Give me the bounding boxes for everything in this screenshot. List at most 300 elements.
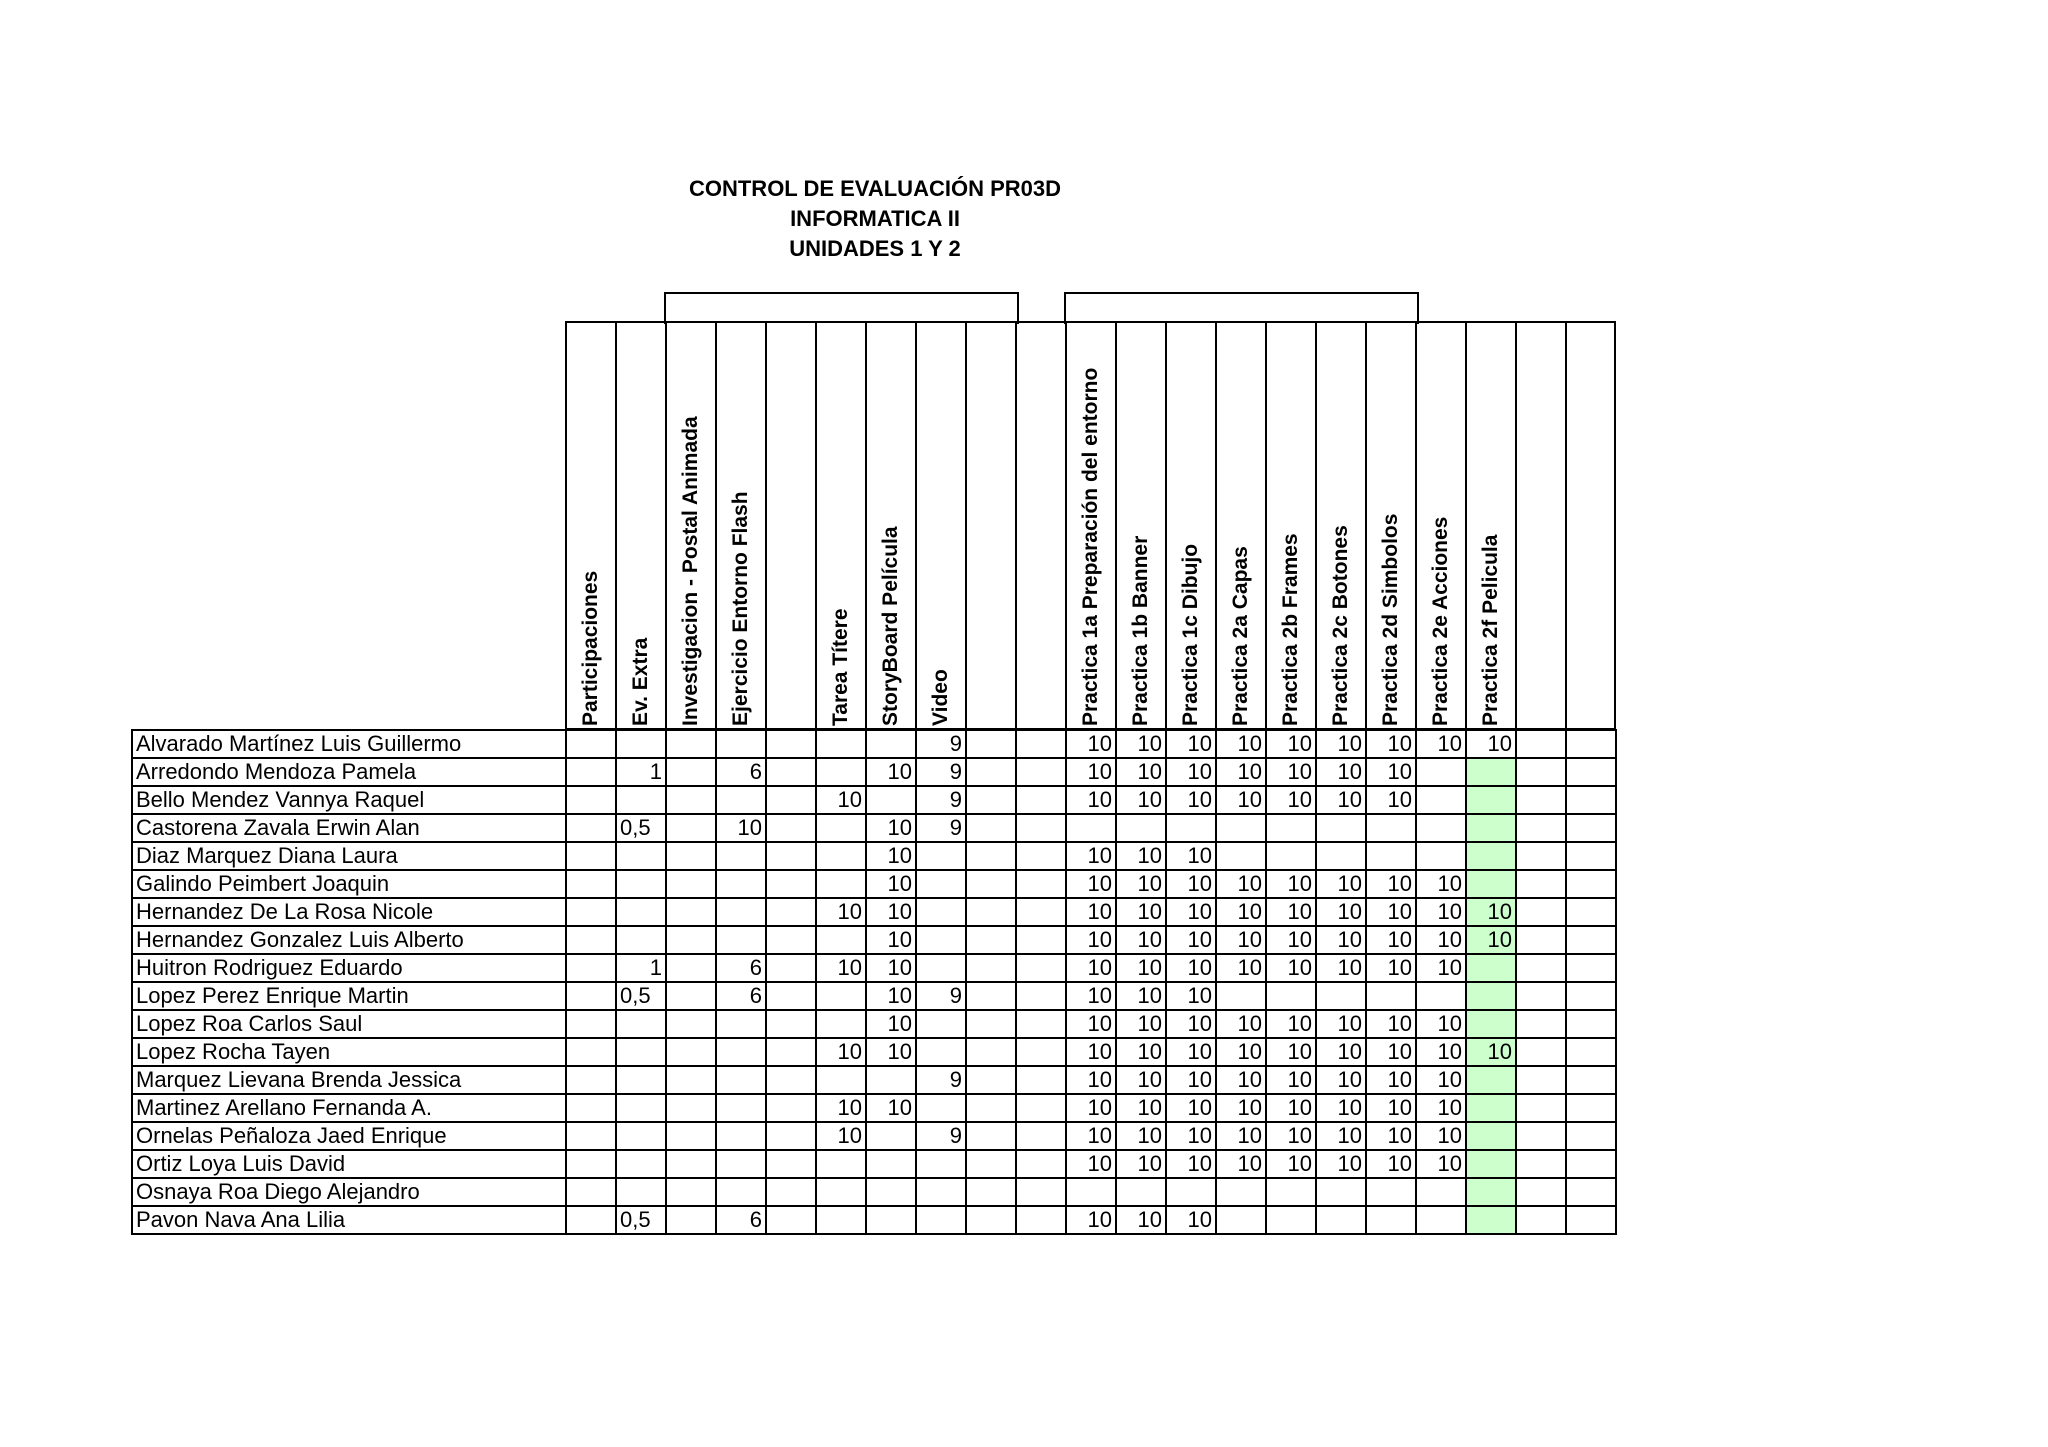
grade-cell xyxy=(666,870,716,898)
grade-cell: 10 xyxy=(1066,898,1116,926)
table-row xyxy=(132,870,1616,898)
grade-cell: 10 xyxy=(1166,898,1216,926)
grade-cell xyxy=(1016,842,1066,870)
grade-cell: 10 xyxy=(1266,758,1316,786)
grade-cell xyxy=(666,898,716,926)
column-header: Tarea Títere xyxy=(815,321,866,730)
grade-cell xyxy=(1416,982,1466,1010)
grade-cell xyxy=(566,842,616,870)
grade-cell xyxy=(916,926,966,954)
grade-cell: 10 xyxy=(1366,926,1416,954)
grade-cell xyxy=(916,1094,966,1122)
grade-cell xyxy=(816,814,866,842)
grade-cell xyxy=(966,1150,1016,1178)
grade-cell xyxy=(1216,842,1266,870)
grade-cell: 10 xyxy=(1216,898,1266,926)
grade-cell: 10 xyxy=(1116,954,1166,982)
grade-cell xyxy=(1216,814,1266,842)
grade-cell xyxy=(1516,1178,1566,1206)
grade-cell xyxy=(1516,786,1566,814)
grade-cell xyxy=(566,758,616,786)
grade-cell: 10 xyxy=(1116,786,1166,814)
grade-cell xyxy=(766,1038,816,1066)
grade-cell: 10 xyxy=(1416,1094,1466,1122)
grade-cell xyxy=(566,1206,616,1234)
grade-cell: 10 xyxy=(1316,1150,1366,1178)
column-header: Practica 2c Botones xyxy=(1315,321,1366,730)
grade-cell: 10 xyxy=(1216,926,1266,954)
grade-cell: 10 xyxy=(1066,1150,1116,1178)
grade-cell xyxy=(1266,982,1316,1010)
grade-cell xyxy=(766,814,816,842)
grade-cell xyxy=(716,1178,766,1206)
grade-cell: 9 xyxy=(916,730,966,758)
grade-cell xyxy=(566,730,616,758)
grade-cell: 10 xyxy=(1316,1094,1366,1122)
grade-cell xyxy=(816,870,866,898)
grade-cell xyxy=(866,786,916,814)
grade-cell xyxy=(1566,1038,1616,1066)
grade-cell xyxy=(816,982,866,1010)
grade-cell xyxy=(1516,1066,1566,1094)
grade-cell xyxy=(666,814,716,842)
grade-cell: 10 xyxy=(1266,1010,1316,1038)
table-row xyxy=(132,814,1616,842)
column-header xyxy=(765,321,816,730)
grade-cell: 10 xyxy=(1116,898,1166,926)
grade-cell xyxy=(666,842,716,870)
grade-cell: 10 xyxy=(1166,842,1216,870)
grade-cell: 10 xyxy=(1066,870,1116,898)
grade-cell: 10 xyxy=(1166,926,1216,954)
grade-cell: 10 xyxy=(1116,1150,1166,1178)
grade-cell: 10 xyxy=(1416,870,1466,898)
grade-cell: 10 xyxy=(1116,926,1166,954)
grade-cell xyxy=(566,1094,616,1122)
grade-cell: 10 xyxy=(1166,1150,1216,1178)
grade-cell xyxy=(716,1122,766,1150)
grade-cell xyxy=(1516,954,1566,982)
student-name: Pavon Nava Ana Lilia xyxy=(132,1206,566,1234)
table-row xyxy=(132,1094,1616,1122)
grade-cell xyxy=(1216,1178,1266,1206)
grade-cell: 10 xyxy=(1366,758,1416,786)
grade-cell xyxy=(666,1122,716,1150)
grade-cell xyxy=(1066,814,1116,842)
grade-cell xyxy=(1416,786,1466,814)
grade-cell xyxy=(916,1150,966,1178)
grade-cell: 0,5 xyxy=(616,982,666,1010)
student-name: Lopez Rocha Tayen xyxy=(132,1038,566,1066)
grade-cell xyxy=(966,926,1016,954)
table-row xyxy=(132,842,1616,870)
grade-cell xyxy=(966,1094,1016,1122)
grade-cell: 10 xyxy=(1266,1066,1316,1094)
student-name: Diaz Marquez Diana Laura xyxy=(132,842,566,870)
grade-cell xyxy=(1516,982,1566,1010)
grade-cell: 10 xyxy=(816,1038,866,1066)
grade-cell: 10 xyxy=(866,814,916,842)
grade-cell xyxy=(1516,898,1566,926)
grade-cell: 0,5 xyxy=(616,1206,666,1234)
grade-cell xyxy=(1216,1206,1266,1234)
column-header xyxy=(1015,321,1066,730)
grade-cell: 10 xyxy=(1416,1150,1466,1178)
grade-cell xyxy=(1316,1178,1366,1206)
grade-cell xyxy=(716,1010,766,1038)
grade-cell: 6 xyxy=(716,954,766,982)
grade-cell: 10 xyxy=(1116,730,1166,758)
column-header xyxy=(1565,321,1616,730)
table-row xyxy=(132,1206,1616,1234)
grade-cell xyxy=(1416,758,1466,786)
grade-cell xyxy=(716,786,766,814)
grade-cell xyxy=(566,1010,616,1038)
column-header: Ev. Extra xyxy=(615,321,666,730)
grade-cell: 10 xyxy=(1116,870,1166,898)
table-row xyxy=(132,1066,1616,1094)
grade-cell xyxy=(966,1122,1016,1150)
grade-cell xyxy=(666,1094,716,1122)
grade-cell: 9 xyxy=(916,982,966,1010)
grade-cell: 10 xyxy=(1316,1122,1366,1150)
grade-cell: 10 xyxy=(1466,730,1516,758)
column-header: StoryBoard Película xyxy=(865,321,916,730)
student-name: Arredondo Mendoza Pamela xyxy=(132,758,566,786)
grade-cell: 10 xyxy=(1166,730,1216,758)
grade-cell xyxy=(766,1206,816,1234)
grade-cell xyxy=(1466,1066,1516,1094)
grade-cell: 10 xyxy=(1216,1038,1266,1066)
grade-cell: 10 xyxy=(1316,898,1366,926)
grade-cell xyxy=(1566,1066,1616,1094)
grade-cell: 10 xyxy=(1366,1094,1416,1122)
grade-cell xyxy=(766,1066,816,1094)
grade-cell: 10 xyxy=(1316,926,1366,954)
student-name: Martinez Arellano Fernanda A. xyxy=(132,1094,566,1122)
grade-cell: 10 xyxy=(1466,926,1516,954)
grade-cell: 10 xyxy=(1466,1038,1516,1066)
grade-cell xyxy=(716,1150,766,1178)
grade-cell xyxy=(1566,1122,1616,1150)
grade-cell: 10 xyxy=(1366,1010,1416,1038)
student-name: Alvarado Martínez Luis Guillermo xyxy=(132,730,566,758)
grade-cell xyxy=(1466,1010,1516,1038)
grade-cell: 9 xyxy=(916,814,966,842)
grade-cell: 10 xyxy=(1416,1038,1466,1066)
grade-cell xyxy=(966,1066,1016,1094)
grade-cell: 10 xyxy=(1416,1122,1466,1150)
student-name: Osnaya Roa Diego Alejandro xyxy=(132,1178,566,1206)
column-header: Practica 2d Simbolos xyxy=(1365,321,1416,730)
grade-cell: 10 xyxy=(1366,1150,1416,1178)
grade-cell xyxy=(766,1094,816,1122)
grade-cell: 6 xyxy=(716,1206,766,1234)
grade-cell: 10 xyxy=(1316,870,1366,898)
grade-cell xyxy=(1516,814,1566,842)
grade-cell xyxy=(1516,1150,1566,1178)
grade-cell: 10 xyxy=(1216,1010,1266,1038)
grade-cell xyxy=(1516,1206,1566,1234)
grade-cell xyxy=(616,1178,666,1206)
grade-cell: 10 xyxy=(1166,1010,1216,1038)
grade-cell xyxy=(1566,758,1616,786)
grade-cell xyxy=(966,954,1016,982)
grade-cell xyxy=(966,982,1016,1010)
grade-cell xyxy=(966,842,1016,870)
grade-cell xyxy=(766,870,816,898)
grade-cell: 10 xyxy=(816,1094,866,1122)
grade-cell xyxy=(816,1066,866,1094)
grade-cell xyxy=(1016,954,1066,982)
grade-cell xyxy=(1016,1094,1066,1122)
grade-cell: 10 xyxy=(1066,786,1116,814)
grade-cell xyxy=(1516,1122,1566,1150)
grade-cell xyxy=(816,1178,866,1206)
grade-cell xyxy=(816,730,866,758)
grade-cell xyxy=(1516,758,1566,786)
grade-cell xyxy=(1166,1178,1216,1206)
grade-cell xyxy=(766,786,816,814)
student-name: Hernandez De La Rosa Nicole xyxy=(132,898,566,926)
grade-cell xyxy=(766,898,816,926)
grade-cell: 10 xyxy=(816,1122,866,1150)
grade-cell xyxy=(816,926,866,954)
grade-cell: 10 xyxy=(1366,730,1416,758)
grade-cell xyxy=(616,1010,666,1038)
grade-cell: 10 xyxy=(1066,1094,1116,1122)
grade-cell xyxy=(916,1206,966,1234)
grade-cell xyxy=(866,1178,916,1206)
grade-cell xyxy=(816,1206,866,1234)
grade-cell xyxy=(1316,982,1366,1010)
table-row xyxy=(132,1178,1616,1206)
grade-cell xyxy=(1566,842,1616,870)
grade-cell xyxy=(1416,842,1466,870)
grade-cell xyxy=(666,1010,716,1038)
grade-cell xyxy=(716,730,766,758)
grade-cell xyxy=(566,898,616,926)
grade-cell xyxy=(766,1178,816,1206)
grade-cell xyxy=(1066,1178,1116,1206)
grade-cell xyxy=(1516,1038,1566,1066)
grade-cell xyxy=(1016,1010,1066,1038)
grade-cell: 10 xyxy=(1266,1094,1316,1122)
grade-cell: 10 xyxy=(1166,870,1216,898)
grade-cell: 10 xyxy=(816,786,866,814)
grade-cell xyxy=(816,758,866,786)
grade-cell xyxy=(1266,814,1316,842)
grade-cell xyxy=(766,730,816,758)
grade-cell: 9 xyxy=(916,758,966,786)
grade-cell: 10 xyxy=(1066,730,1116,758)
grade-cell xyxy=(766,1010,816,1038)
grade-cell xyxy=(1266,842,1316,870)
grade-cell: 10 xyxy=(1066,1010,1116,1038)
grade-cell xyxy=(916,1038,966,1066)
grade-cell xyxy=(1366,814,1416,842)
grade-cell: 0,5 xyxy=(616,814,666,842)
grade-cell: 10 xyxy=(1366,786,1416,814)
grade-cell xyxy=(1566,1150,1616,1178)
grade-cell: 10 xyxy=(1316,1066,1366,1094)
grade-cell xyxy=(816,1150,866,1178)
table-row xyxy=(132,1010,1616,1038)
grade-cell: 10 xyxy=(1066,954,1116,982)
grade-cell xyxy=(1466,1094,1516,1122)
grade-cell: 10 xyxy=(1216,954,1266,982)
grade-cell: 10 xyxy=(1116,1206,1166,1234)
grade-cell xyxy=(666,926,716,954)
grade-cell xyxy=(1016,1150,1066,1178)
grade-cell xyxy=(716,926,766,954)
grade-cell: 10 xyxy=(1216,1094,1266,1122)
student-name: Marquez Lievana Brenda Jessica xyxy=(132,1066,566,1094)
grade-cell xyxy=(566,982,616,1010)
grade-cell xyxy=(1316,842,1366,870)
grade-cell: 10 xyxy=(1416,1066,1466,1094)
grade-cell xyxy=(766,954,816,982)
grade-cell xyxy=(1516,842,1566,870)
grade-cell xyxy=(566,926,616,954)
grade-cell xyxy=(1566,814,1616,842)
grade-cell: 10 xyxy=(1166,982,1216,1010)
column-header: Practica 2a Capas xyxy=(1215,321,1266,730)
grade-cell xyxy=(1566,926,1616,954)
grade-cell: 9 xyxy=(916,786,966,814)
grade-cell xyxy=(616,842,666,870)
grade-cell xyxy=(1016,1122,1066,1150)
grade-cell xyxy=(966,898,1016,926)
grade-cell xyxy=(1366,1178,1416,1206)
grade-cell: 10 xyxy=(1266,1122,1316,1150)
grade-cell: 10 xyxy=(1366,870,1416,898)
student-name: Bello Mendez Vannya Raquel xyxy=(132,786,566,814)
grade-cell xyxy=(566,1150,616,1178)
grade-cell xyxy=(566,1178,616,1206)
grade-cell: 10 xyxy=(1216,1122,1266,1150)
grade-cell xyxy=(766,842,816,870)
column-header: Practica 1a Preparación del entorno xyxy=(1065,321,1116,730)
report-title-block xyxy=(575,174,1175,264)
grade-cell xyxy=(1416,1178,1466,1206)
grade-cell: 10 xyxy=(1066,1066,1116,1094)
grade-cell: 10 xyxy=(1116,1094,1166,1122)
grade-cell xyxy=(966,870,1016,898)
grade-cell xyxy=(666,1038,716,1066)
student-name: Castorena Zavala Erwin Alan xyxy=(132,814,566,842)
grade-cell xyxy=(1116,1178,1166,1206)
grade-cell xyxy=(1566,786,1616,814)
grade-cell: 10 xyxy=(1066,1038,1116,1066)
report-title: CONTROL DE EVALUACIÓN PR03D xyxy=(688,176,1061,201)
grade-cell: 10 xyxy=(1366,1066,1416,1094)
grade-cell: 10 xyxy=(1166,758,1216,786)
grade-cell xyxy=(716,1094,766,1122)
grade-cell: 10 xyxy=(1316,1038,1366,1066)
grade-cell: 10 xyxy=(1266,870,1316,898)
grade-cell xyxy=(616,1094,666,1122)
grade-cell xyxy=(1466,982,1516,1010)
grade-cell xyxy=(716,1066,766,1094)
grade-cell xyxy=(716,1038,766,1066)
grade-cell xyxy=(1566,730,1616,758)
grade-cell: 10 xyxy=(1416,954,1466,982)
group-bracket-practicas xyxy=(1064,292,1419,324)
grade-cell xyxy=(1566,1206,1616,1234)
column-header xyxy=(1515,321,1566,730)
grade-cell xyxy=(1516,730,1566,758)
grade-cell xyxy=(1416,1206,1466,1234)
grade-cell xyxy=(816,842,866,870)
student-name: Huitron Rodriguez Eduardo xyxy=(132,954,566,982)
grade-cell xyxy=(1516,1094,1566,1122)
grade-cell: 10 xyxy=(1266,1150,1316,1178)
grade-cell: 10 xyxy=(1466,898,1516,926)
grade-cell xyxy=(566,1066,616,1094)
grade-cell xyxy=(616,1038,666,1066)
grade-cell xyxy=(566,1038,616,1066)
table-row xyxy=(132,758,1616,786)
grade-cell xyxy=(1466,1150,1516,1178)
grade-cell xyxy=(966,786,1016,814)
grade-cell: 10 xyxy=(1066,1206,1116,1234)
grade-cell xyxy=(1016,814,1066,842)
grade-cell: 10 xyxy=(866,1010,916,1038)
grade-cell: 10 xyxy=(1216,1150,1266,1178)
grade-cell xyxy=(1266,1178,1316,1206)
grade-cell xyxy=(916,954,966,982)
grade-cell xyxy=(866,1066,916,1094)
grade-cell: 10 xyxy=(1166,1122,1216,1150)
grade-cell: 9 xyxy=(916,1066,966,1094)
grade-cell xyxy=(1466,1122,1516,1150)
grade-cell xyxy=(1466,1206,1516,1234)
grade-cell xyxy=(1466,1178,1516,1206)
grade-cell xyxy=(1466,786,1516,814)
grade-cell xyxy=(1466,758,1516,786)
grade-cell: 10 xyxy=(1266,898,1316,926)
grade-cell xyxy=(966,1010,1016,1038)
grade-cell xyxy=(966,730,1016,758)
grade-cell xyxy=(1016,1178,1066,1206)
student-name: Ornelas Peñaloza Jaed Enrique xyxy=(132,1122,566,1150)
grade-cell xyxy=(666,1150,716,1178)
grade-cell: 10 xyxy=(866,1038,916,1066)
grade-cell xyxy=(866,1150,916,1178)
table-row xyxy=(132,1038,1616,1066)
grade-cell: 10 xyxy=(1216,786,1266,814)
column-header: Practica 1b Banner xyxy=(1115,321,1166,730)
grade-cell xyxy=(1566,898,1616,926)
grade-cell: 10 xyxy=(866,1094,916,1122)
grade-cell xyxy=(766,1150,816,1178)
grade-cell xyxy=(616,730,666,758)
grade-cell: 10 xyxy=(1166,1066,1216,1094)
grade-cell xyxy=(1316,814,1366,842)
grade-cell: 10 xyxy=(1416,1010,1466,1038)
grade-cell: 10 xyxy=(866,842,916,870)
grade-cell xyxy=(666,1206,716,1234)
grade-cell: 10 xyxy=(1166,786,1216,814)
grade-cell xyxy=(766,926,816,954)
table-row xyxy=(132,730,1616,758)
grade-cell xyxy=(566,786,616,814)
grade-cell xyxy=(1566,870,1616,898)
grade-cell: 10 xyxy=(1166,1094,1216,1122)
grade-cell: 1 xyxy=(616,954,666,982)
table-row xyxy=(132,954,1616,982)
